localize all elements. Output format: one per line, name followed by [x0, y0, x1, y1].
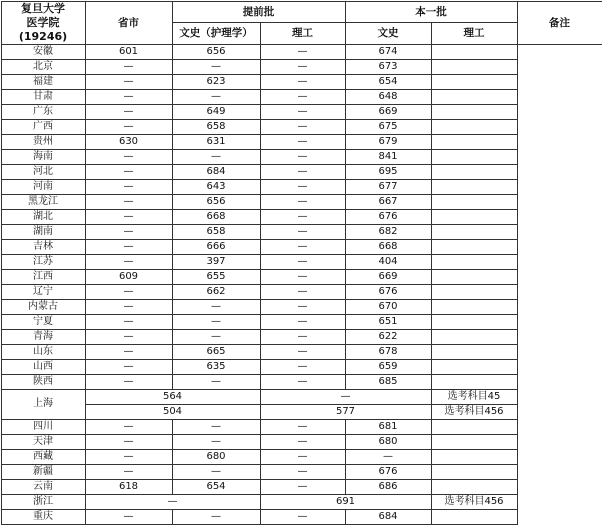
score-cell: 673	[345, 59, 431, 74]
score-cell: 655	[172, 269, 260, 284]
remark-cell	[431, 149, 517, 164]
score-cell: —	[172, 59, 260, 74]
score-cell: —	[260, 134, 345, 149]
remark-cell	[431, 359, 517, 374]
score-cell: —	[260, 239, 345, 254]
province-cell: 湖南	[1, 224, 85, 239]
score-cell: 691	[260, 494, 431, 509]
score-cell: 609	[85, 269, 172, 284]
score-cell: 669	[345, 269, 431, 284]
score-cell: —	[260, 104, 345, 119]
province-cell: 天津	[1, 434, 85, 449]
score-cell: 676	[345, 464, 431, 479]
score-cell: —	[260, 314, 345, 329]
score-cell: 679	[345, 134, 431, 149]
remark-cell	[431, 59, 517, 74]
score-cell: 648	[345, 89, 431, 104]
score-cell: 685	[345, 374, 431, 389]
remark-cell	[431, 479, 517, 494]
score-cell: 658	[172, 119, 260, 134]
score-cell: 684	[345, 509, 431, 524]
score-cell: —	[260, 479, 345, 494]
score-cell: —	[172, 419, 260, 434]
score-cell: 841	[345, 149, 431, 164]
remark-cell	[431, 284, 517, 299]
province-cell: 上海	[1, 389, 85, 419]
province-header: 省市	[85, 1, 172, 44]
score-cell: —	[172, 374, 260, 389]
first-batch-header: 本一批	[345, 1, 517, 23]
score-cell: 684	[172, 164, 260, 179]
table-row	[1, 59, 602, 74]
score-cell: 680	[172, 449, 260, 464]
score-cell: —	[172, 299, 260, 314]
table-row	[1, 449, 602, 464]
remark-cell	[431, 464, 517, 479]
score-cell: —	[260, 284, 345, 299]
table-row	[1, 89, 602, 104]
province-cell: 湖北	[1, 209, 85, 224]
score-cell: —	[85, 254, 172, 269]
table-row-shanghai-1	[1, 389, 602, 404]
score-cell: 623	[172, 74, 260, 89]
score-cell: —	[85, 149, 172, 164]
table-row	[1, 224, 602, 239]
score-cell: —	[260, 299, 345, 314]
score-cell: 666	[172, 239, 260, 254]
score-cell: 618	[85, 479, 172, 494]
province-cell: 广西	[1, 119, 85, 134]
score-cell: —	[260, 164, 345, 179]
score-cell: 654	[345, 74, 431, 89]
table-row	[1, 434, 602, 449]
score-cell: —	[85, 119, 172, 134]
score-cell: —	[85, 89, 172, 104]
table-row	[1, 509, 602, 524]
advance-batch-header: 提前批	[172, 1, 345, 23]
score-cell: 654	[172, 479, 260, 494]
score-cell: —	[85, 434, 172, 449]
score-cell: —	[260, 344, 345, 359]
score-cell: —	[85, 209, 172, 224]
province-cell: 安徽	[1, 44, 85, 59]
province-cell: 海南	[1, 149, 85, 164]
remark-cell	[431, 269, 517, 284]
table-row	[1, 104, 602, 119]
remark-cell	[431, 74, 517, 89]
province-cell: 云南	[1, 479, 85, 494]
table-row	[1, 299, 602, 314]
score-cell: —	[85, 494, 260, 509]
remarks-header: 备注	[517, 1, 602, 44]
table-row	[1, 74, 602, 89]
score-cell: —	[260, 254, 345, 269]
remark-cell	[431, 314, 517, 329]
score-cell: —	[260, 209, 345, 224]
table-row	[1, 329, 602, 344]
score-cell: —	[172, 329, 260, 344]
score-cell: 681	[345, 419, 431, 434]
school-name-line2: 医学院	[27, 16, 60, 29]
score-cell: 695	[345, 164, 431, 179]
province-cell: 内蒙古	[1, 299, 85, 314]
score-cell: 643	[172, 179, 260, 194]
score-cell: —	[260, 269, 345, 284]
score-cell: 601	[85, 44, 172, 59]
score-cell: 564	[85, 389, 260, 404]
province-cell: 福建	[1, 74, 85, 89]
remark-cell	[431, 89, 517, 104]
table-row	[1, 344, 602, 359]
remark-cell	[431, 374, 517, 389]
school-name-line1: 复旦大学	[21, 2, 65, 15]
table-row	[1, 239, 602, 254]
school-code: (19246)	[19, 30, 67, 43]
score-cell: —	[172, 509, 260, 524]
table-row	[1, 119, 602, 134]
table-row	[1, 194, 602, 209]
score-cell: 668	[345, 239, 431, 254]
score-cell: —	[172, 149, 260, 164]
score-cell: —	[260, 149, 345, 164]
score-cell: 667	[345, 194, 431, 209]
table-row	[1, 134, 602, 149]
remark-cell	[431, 164, 517, 179]
score-cell: —	[85, 419, 172, 434]
score-cell: 675	[345, 119, 431, 134]
remark-cell	[431, 104, 517, 119]
province-cell: 贵州	[1, 134, 85, 149]
score-cell: —	[85, 194, 172, 209]
remark-cell	[431, 509, 517, 524]
table-row	[1, 314, 602, 329]
score-cell: 404	[345, 254, 431, 269]
score-cell: —	[260, 374, 345, 389]
score-cell: —	[85, 224, 172, 239]
score-cell: 668	[172, 209, 260, 224]
province-cell: 山东	[1, 344, 85, 359]
arts-header: 文史	[345, 23, 431, 45]
score-cell: —	[260, 419, 345, 434]
table-row	[1, 419, 602, 434]
score-cell: —	[260, 434, 345, 449]
province-cell: 江苏	[1, 254, 85, 269]
remark-cell	[431, 419, 517, 434]
score-cell: —	[260, 89, 345, 104]
table-row	[1, 179, 602, 194]
score-cell: —	[85, 509, 172, 524]
score-cell: —	[85, 299, 172, 314]
score-cell: —	[260, 59, 345, 74]
score-cell: —	[85, 104, 172, 119]
remark-cell: 选考科目45	[431, 389, 517, 404]
score-cell: —	[260, 329, 345, 344]
score-cell: —	[85, 344, 172, 359]
province-cell: 山西	[1, 359, 85, 374]
remark-cell	[431, 254, 517, 269]
score-cell: —	[172, 314, 260, 329]
score-cell: —	[172, 464, 260, 479]
score-cell: —	[345, 449, 431, 464]
province-cell: 四川	[1, 419, 85, 434]
remark-cell	[431, 134, 517, 149]
score-cell: —	[260, 509, 345, 524]
province-cell: 甘肃	[1, 89, 85, 104]
score-cell: 397	[172, 254, 260, 269]
score-cell: —	[85, 164, 172, 179]
score-cell: 631	[172, 134, 260, 149]
score-cell: 676	[345, 284, 431, 299]
table-row	[1, 464, 602, 479]
province-cell: 广东	[1, 104, 85, 119]
province-cell: 西藏	[1, 449, 85, 464]
remark-cell	[431, 449, 517, 464]
score-cell: 677	[345, 179, 431, 194]
table-row-zhejiang	[1, 494, 602, 509]
score-cell: 656	[172, 44, 260, 59]
score-cell: —	[85, 59, 172, 74]
score-cell: 676	[345, 209, 431, 224]
province-cell: 江西	[1, 269, 85, 284]
province-cell: 吉林	[1, 239, 85, 254]
admission-scores-table	[1, 1, 602, 525]
table-row	[1, 359, 602, 374]
score-cell: 678	[345, 344, 431, 359]
remark-cell	[431, 344, 517, 359]
province-cell: 新疆	[1, 464, 85, 479]
score-cell: —	[85, 179, 172, 194]
remark-cell	[431, 224, 517, 239]
score-cell: 686	[345, 479, 431, 494]
score-cell: 622	[345, 329, 431, 344]
score-cell: —	[260, 119, 345, 134]
remark-cell	[431, 209, 517, 224]
score-cell: —	[260, 194, 345, 209]
score-cell: 669	[345, 104, 431, 119]
score-cell: —	[85, 314, 172, 329]
score-cell: —	[260, 224, 345, 239]
score-cell: —	[85, 449, 172, 464]
science-first-header: 理工	[431, 23, 517, 45]
score-cell: —	[172, 89, 260, 104]
score-cell: 680	[345, 434, 431, 449]
province-cell: 辽宁	[1, 284, 85, 299]
table-row	[1, 284, 602, 299]
score-cell: 656	[172, 194, 260, 209]
province-cell: 青海	[1, 329, 85, 344]
score-cell: 662	[172, 284, 260, 299]
remark-cell	[431, 299, 517, 314]
arts-nursing-header: 文史（护理学）	[172, 23, 260, 45]
remark-cell	[431, 119, 517, 134]
remark-cell: 选考科目456	[431, 404, 517, 419]
score-cell: 651	[345, 314, 431, 329]
province-cell: 宁夏	[1, 314, 85, 329]
remark-cell	[431, 239, 517, 254]
score-cell: 630	[85, 134, 172, 149]
province-cell: 浙江	[1, 494, 85, 509]
score-cell: —	[260, 359, 345, 374]
score-cell: —	[260, 179, 345, 194]
score-cell: —	[85, 374, 172, 389]
province-cell: 北京	[1, 59, 85, 74]
score-cell: 674	[345, 44, 431, 59]
table-row	[1, 44, 602, 59]
table-row	[1, 164, 602, 179]
score-cell: —	[260, 44, 345, 59]
remark-cell: 选考科目456	[431, 494, 517, 509]
remark-cell	[431, 329, 517, 344]
table-row	[1, 374, 602, 389]
score-cell: 670	[345, 299, 431, 314]
score-cell: —	[260, 464, 345, 479]
score-cell: —	[85, 329, 172, 344]
remark-cell	[431, 179, 517, 194]
score-cell: 665	[172, 344, 260, 359]
score-cell: —	[260, 449, 345, 464]
table-row	[1, 254, 602, 269]
score-cell: —	[85, 359, 172, 374]
remark-cell	[431, 434, 517, 449]
table-row	[1, 209, 602, 224]
province-cell: 河北	[1, 164, 85, 179]
province-cell: 重庆	[1, 509, 85, 524]
score-cell: 649	[172, 104, 260, 119]
score-cell: 659	[345, 359, 431, 374]
score-cell: 682	[345, 224, 431, 239]
table-row	[1, 269, 602, 284]
school-cell	[1, 1, 85, 44]
province-cell: 黑龙江	[1, 194, 85, 209]
score-cell: 577	[260, 404, 431, 419]
score-cell: —	[172, 434, 260, 449]
score-cell: —	[260, 74, 345, 89]
score-cell: —	[260, 389, 431, 404]
score-cell: —	[85, 464, 172, 479]
science-header: 理工	[260, 23, 345, 45]
province-cell: 陕西	[1, 374, 85, 389]
score-cell: 658	[172, 224, 260, 239]
table-row	[1, 149, 602, 164]
score-cell: —	[85, 74, 172, 89]
score-cell: 635	[172, 359, 260, 374]
score-cell: —	[85, 239, 172, 254]
score-cell: 504	[85, 404, 260, 419]
table-row	[1, 479, 602, 494]
remark-cell	[431, 194, 517, 209]
province-cell: 河南	[1, 179, 85, 194]
table-row-shanghai-2	[1, 404, 602, 419]
score-cell: —	[85, 284, 172, 299]
remark-cell	[431, 44, 517, 59]
